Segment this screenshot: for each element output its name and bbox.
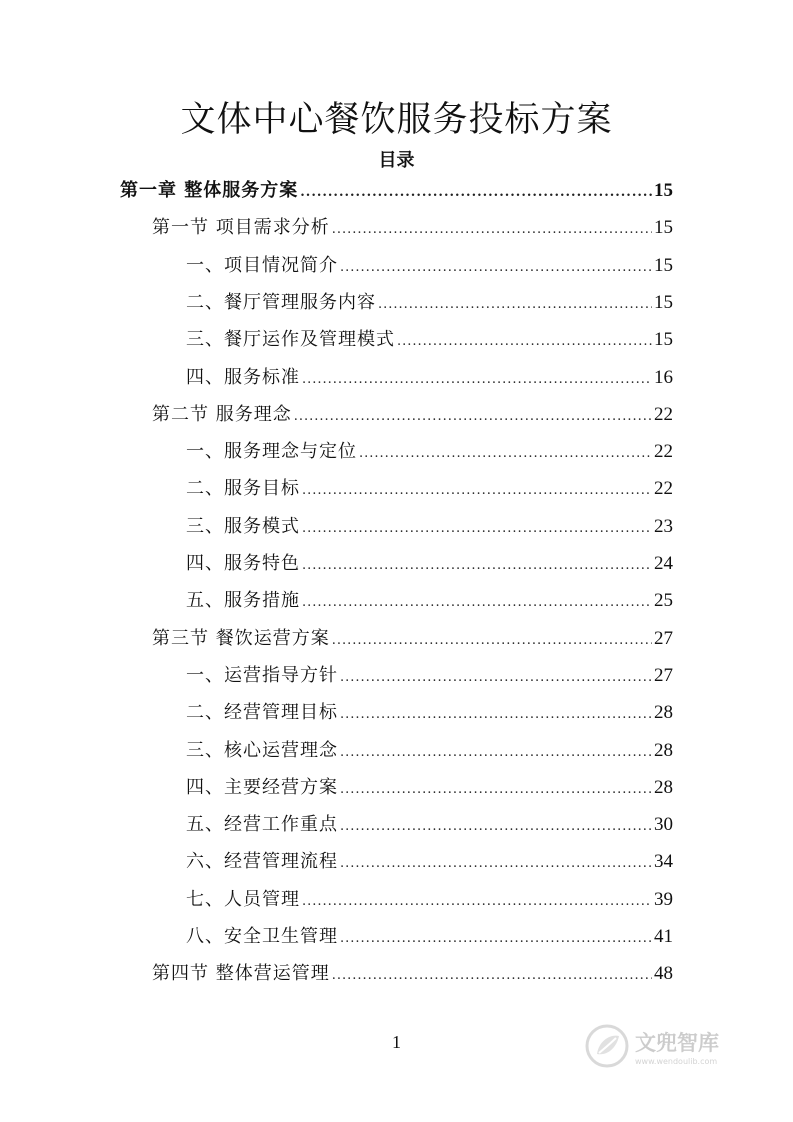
toc-entry-page: 28 (654, 739, 673, 761)
toc-entry-item[interactable] (186, 586, 673, 616)
toc-leader-dots (302, 365, 652, 395)
page-number: 1 (392, 1032, 401, 1052)
toc-leader-dots (397, 327, 652, 357)
toc-entry-section[interactable] (152, 959, 673, 989)
toc-leader-dots (332, 961, 652, 991)
toc-leader-dots (302, 887, 652, 917)
toc-entry-item[interactable] (186, 325, 673, 355)
toc-entry-section[interactable] (152, 400, 673, 430)
toc-entry-page: 22 (654, 478, 673, 500)
toc-entry-item[interactable] (186, 847, 673, 877)
toc-entry-label: 二、服务目标 (186, 478, 300, 500)
toc-entry-page: 15 (654, 254, 673, 276)
toc-entry-page: 28 (654, 776, 673, 798)
toc-entry-page: 15 (654, 291, 673, 313)
toc-leader-dots (340, 253, 652, 283)
toc-entry-page: 28 (654, 702, 673, 724)
toc-heading: 目录 (378, 150, 415, 171)
toc-leader-dots (340, 775, 652, 805)
watermark-name: 文兜智库 (635, 1030, 719, 1055)
toc-entry-page: 27 (654, 664, 673, 686)
toc-leader-dots (302, 551, 652, 581)
toc-entry-page: 22 (654, 403, 673, 425)
toc-leader-dots (378, 290, 652, 320)
toc-entry-item[interactable] (186, 251, 673, 281)
toc-entry-label: 二、餐厅管理服务内容 (186, 291, 376, 313)
toc-entry-page: 22 (654, 441, 673, 463)
toc-entry-item[interactable] (186, 661, 673, 691)
toc-entry-page: 48 (654, 963, 673, 985)
toc-leader-dots (340, 700, 652, 730)
toc-leader-dots (340, 663, 652, 693)
toc-entry-item[interactable] (186, 736, 673, 766)
toc-entry-item[interactable] (186, 512, 673, 542)
toc-entry-page: 34 (654, 851, 673, 873)
toc-entry-item[interactable] (186, 474, 673, 504)
toc-entry-item[interactable] (186, 437, 673, 467)
toc-entry-section[interactable] (152, 213, 673, 243)
document-title: 文体中心餐饮服务投标方案 (180, 100, 613, 140)
toc-entry-label: 五、经营工作重点 (186, 814, 338, 836)
toc-entry-label: 第三节 餐饮运营方案 (152, 627, 330, 649)
toc-entry-label: 四、服务特色 (186, 553, 300, 574)
toc-entry-label: 六、经营管理流程 (186, 851, 338, 873)
toc-leader-dots (359, 439, 652, 469)
toc-entry-page: 30 (654, 814, 673, 836)
toc-entry-page: 25 (654, 590, 673, 612)
toc-leader-dots (340, 924, 652, 954)
toc-entry-item[interactable] (186, 810, 673, 840)
toc-leader-dots (340, 812, 652, 842)
toc-entry-item[interactable] (186, 288, 673, 318)
toc-entry-item[interactable] (186, 922, 673, 952)
toc-entry-label: 七、人员管理 (186, 888, 300, 910)
toc-entry-item[interactable] (186, 773, 673, 803)
toc-leader-dots (302, 476, 652, 506)
toc-entry-page: 24 (654, 553, 673, 574)
toc-entry-label: 四、服务标准 (186, 366, 300, 388)
toc-entry-section[interactable] (152, 624, 673, 654)
toc-leader-dots (294, 402, 652, 432)
toc-entry-page: 41 (654, 926, 673, 947)
toc-entry-label: 一、服务理念与定位 (186, 441, 357, 463)
toc-entry-chapter[interactable] (120, 176, 673, 206)
toc-entry-label: 一、运营指导方针 (186, 664, 338, 686)
toc-entry-label: 第一章 整体服务方案 (120, 180, 299, 201)
toc-entry-label: 八、安全卫生管理 (186, 926, 338, 947)
toc-leader-dots (332, 626, 652, 656)
toc-entry-label: 第四节 整体营运管理 (152, 963, 330, 985)
toc-leader-dots (302, 588, 652, 618)
toc-entry-item[interactable] (186, 363, 673, 393)
toc-leader-dots (302, 514, 652, 544)
toc-entry-label: 二、经营管理目标 (186, 702, 338, 724)
toc-entry-label: 第二节 服务理念 (152, 403, 292, 425)
toc-entry-label: 第一节 项目需求分析 (152, 217, 330, 239)
toc-entry-page: 39 (654, 888, 673, 910)
toc-entry-page: 15 (654, 329, 673, 351)
toc-entry-page: 23 (654, 515, 673, 537)
toc-leader-dots (300, 178, 652, 208)
toc-entry-label: 三、核心运营理念 (186, 739, 338, 761)
toc-entry-item[interactable] (186, 549, 673, 579)
toc-entry-label: 三、餐厅运作及管理模式 (186, 329, 395, 351)
toc-entry-label: 一、项目情况简介 (186, 254, 338, 276)
toc-leader-dots (332, 215, 652, 245)
toc-entry-label: 四、主要经营方案 (186, 776, 338, 798)
toc-entry-item[interactable] (186, 698, 673, 728)
toc-entry-page: 27 (654, 627, 673, 649)
toc-leader-dots (340, 849, 652, 879)
watermark (585, 1018, 755, 1074)
toc-leader-dots (340, 738, 652, 768)
watermark-url: www.wendoulib.com (635, 1056, 718, 1066)
toc-entry-page: 15 (654, 180, 673, 201)
toc-entry-page: 16 (654, 366, 673, 388)
toc-entry-label: 五、服务措施 (186, 590, 300, 612)
leaf-logo-icon (585, 1024, 629, 1068)
toc-entry-label: 三、服务模式 (186, 515, 300, 537)
toc-entry-page: 15 (654, 217, 673, 239)
toc-entry-item[interactable] (186, 885, 673, 915)
